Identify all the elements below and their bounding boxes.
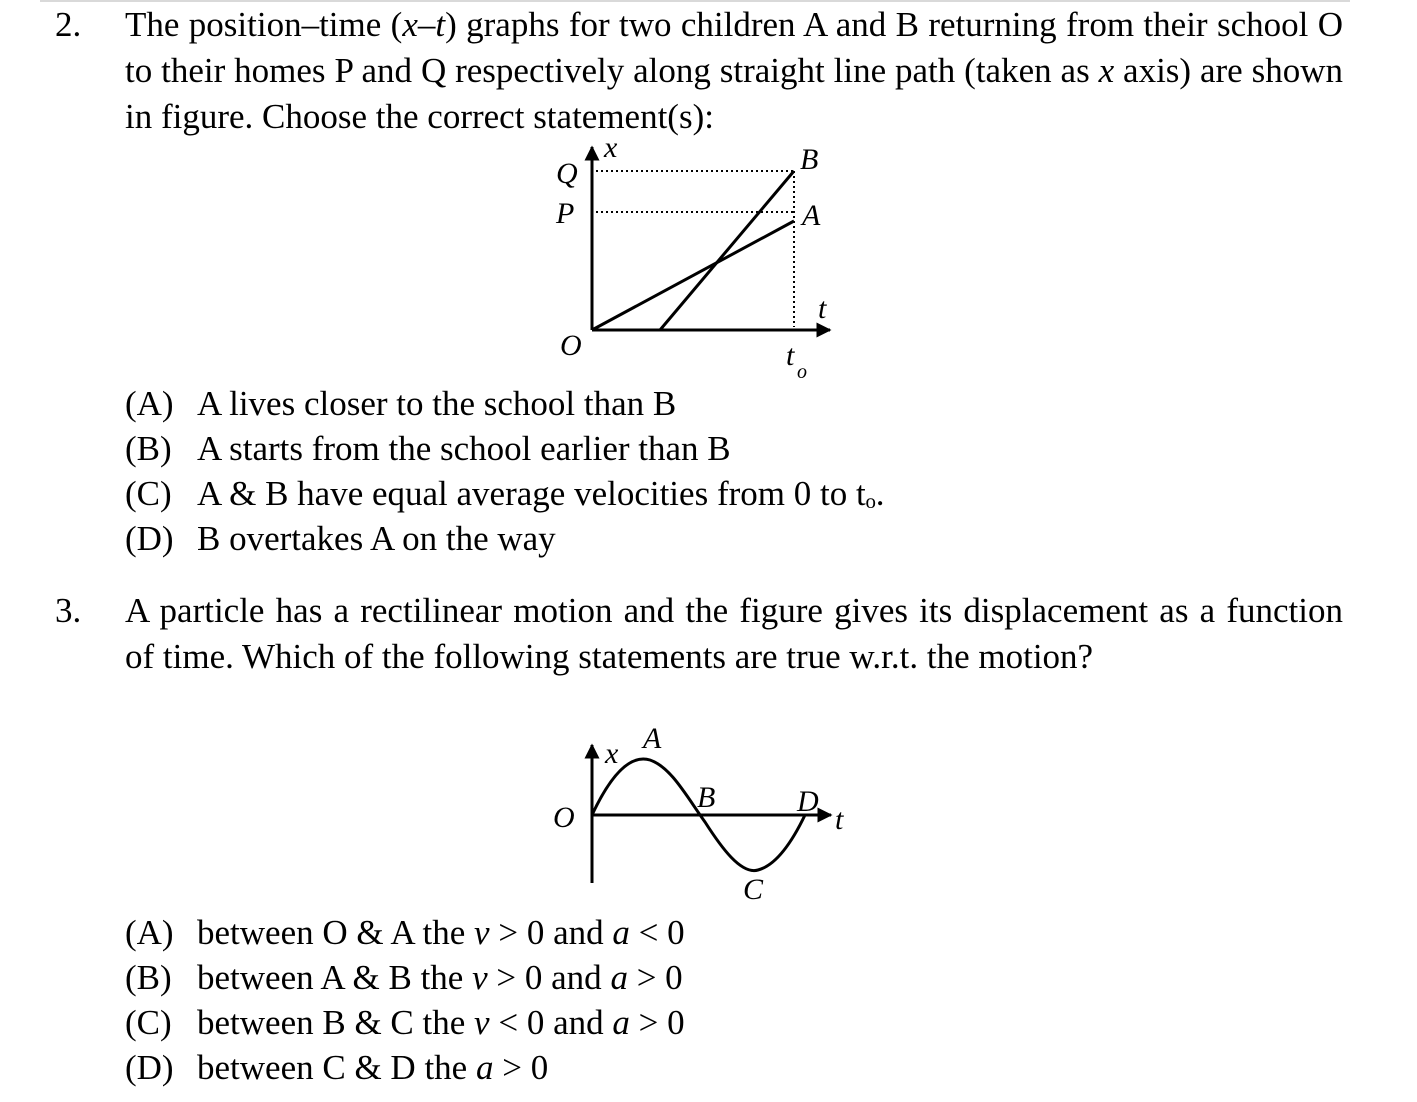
q2-option-d[interactable] <box>125 516 556 562</box>
q2-option-d-label: (D) <box>125 519 174 558</box>
q2-option-d-text: B overtakes A on the way <box>197 519 556 558</box>
q3-option-d-a: a <box>475 1048 494 1087</box>
q3-option-c-mid: < 0 and <box>489 1003 613 1042</box>
q3-option-b-post: > 0 <box>627 958 683 997</box>
q2-option-c-label: (C) <box>125 474 172 513</box>
q3-option-d-label: (D) <box>125 1048 174 1087</box>
q3-option-a-v: v <box>474 913 490 952</box>
q2-text-a: The position–time ( <box>125 5 403 44</box>
q3-option-a-post: < 0 <box>629 913 685 952</box>
q3-axis-t-label: t <box>835 803 844 836</box>
q2-text-c: axis) are shown in figure. Choose the correct statement(s): <box>125 51 1343 136</box>
q3-option-c-v: v <box>474 1003 490 1042</box>
q3-option-a-mid: > 0 and <box>489 913 613 952</box>
q2-line-b-label: B <box>800 143 819 176</box>
q3-option-d-pre: between C & D the <box>197 1048 476 1087</box>
q2-text-var: x–t <box>402 5 446 44</box>
q2-text-b: ) graphs for two children A and B returning from their school O to their homes P and Q respectively along straight line path (taken as <box>125 5 1343 90</box>
q3-option-d-post: > 0 <box>493 1048 549 1087</box>
q3-axis-x-label: x <box>605 737 619 770</box>
q2-origin-label: O <box>560 329 582 362</box>
q2-line-a <box>592 221 794 330</box>
q3-option-b-a: a <box>610 958 628 997</box>
q3-point-d-label: D <box>797 785 819 818</box>
q2-mark-q: Q <box>556 157 578 190</box>
q3-point-b-label: B <box>697 781 716 814</box>
q2-option-b-text: A starts from the school earlier than B <box>197 429 731 468</box>
question-2-text <box>125 2 1343 140</box>
q3-option-c-pre: between B & C the <box>197 1003 475 1042</box>
q2-t0-subscript: o <box>797 361 807 383</box>
q3-option-c-label: (C) <box>125 1003 172 1042</box>
q2-t0-label: t <box>786 339 795 372</box>
question-3-number: 3. <box>55 591 82 630</box>
q2-text-var2: x <box>1098 51 1115 90</box>
q2-line-a-label: A <box>802 199 821 232</box>
q3-option-b-v: v <box>472 958 488 997</box>
q3-option-a-pre: between O & A the <box>197 913 475 952</box>
q2-option-b[interactable] <box>125 426 731 472</box>
q3-option-c[interactable] <box>125 1000 685 1046</box>
q3-point-a-label: A <box>643 722 662 755</box>
q3-point-c-label: C <box>743 873 764 906</box>
q3-option-b-pre: between A & B the <box>197 958 473 997</box>
q2-option-a-text: A lives closer to the school than B <box>197 384 677 423</box>
q3-option-b-mid: > 0 and <box>487 958 611 997</box>
q3-option-d[interactable] <box>125 1045 548 1091</box>
q2-option-b-label: (B) <box>125 429 172 468</box>
q3-option-c-a: a <box>612 1003 630 1042</box>
q2-axis-x-label: x <box>604 135 618 164</box>
q3-option-c-post: > 0 <box>629 1003 685 1042</box>
q3-option-b[interactable] <box>125 955 683 1001</box>
q2-option-c-text: A & B have equal average velocities from 0 to tₒ. <box>197 474 885 513</box>
q2-option-c[interactable] <box>125 471 885 517</box>
question-2-number: 2. <box>55 5 82 44</box>
q3-option-b-label: (B) <box>125 958 172 997</box>
q2-option-a-label: (A) <box>125 384 174 423</box>
q2-mark-p: P <box>556 197 575 230</box>
q3-displacement-graph <box>545 715 865 915</box>
q2-option-a[interactable] <box>125 381 676 427</box>
q3-option-a-a: a <box>612 913 630 952</box>
q2-line-b <box>660 171 794 330</box>
question-3-text: A particle has a rectilinear motion and the figure gives its displacement as a function of time. Which of the following statements are true w.r.t. the motion? <box>125 591 1343 676</box>
q2-position-time-graph <box>540 135 860 385</box>
q2-axis-t-label: t <box>818 292 827 325</box>
q3-option-a[interactable] <box>125 910 685 956</box>
q3-origin-label: O <box>553 801 575 834</box>
q3-option-a-label: (A) <box>125 913 174 952</box>
